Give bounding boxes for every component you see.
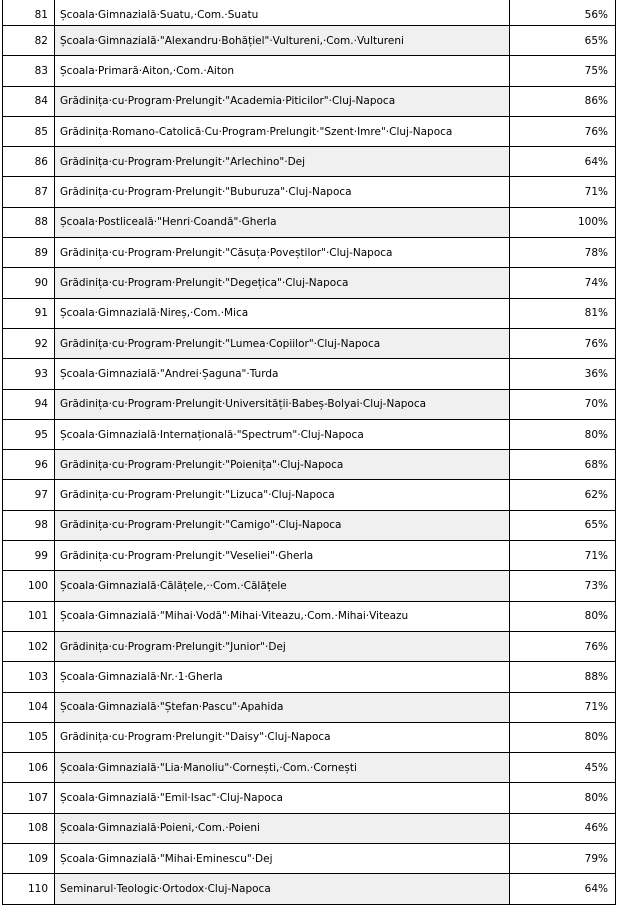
school-name: Școala·Gimnazială·"Alexandru·Bohățiel"·Vultureni,·Com.·Vultureni <box>55 26 510 56</box>
school-name: Școala·Gimnazială·"Emil·Isac"·Cluj-Napoca <box>55 783 510 813</box>
school-name: Grădinița·cu·Program·Prelungit·"Căsuța·Poveștilor"·Cluj-Napoca <box>55 238 510 268</box>
percentage-value: 71% <box>510 692 616 722</box>
percentage-value: 76% <box>510 116 616 146</box>
row-number: 95 <box>3 419 55 449</box>
row-number: 107 <box>3 783 55 813</box>
row-number: 87 <box>3 177 55 207</box>
row-number: 97 <box>3 480 55 510</box>
row-number: 89 <box>3 238 55 268</box>
school-name: Școala·Gimnazială·"Andrei·Șaguna"·Turda <box>55 359 510 389</box>
row-number: 105 <box>3 722 55 752</box>
percentage-value: 71% <box>510 541 616 571</box>
table-row <box>3 238 616 268</box>
school-name: Grădinița·cu·Program·Prelungit·"Poienița"·Cluj-Napoca <box>55 450 510 480</box>
school-name: Grădinița·cu·Program·Prelungit·"Lumea·Copiilor"·Cluj-Napoca <box>55 328 510 358</box>
school-name: Grădinița·Romano-Catolică·Cu·Program·Prelungit·"Szent·Imre"·Cluj-Napoca <box>55 116 510 146</box>
row-number: 83 <box>3 56 55 86</box>
percentage-value: 56% <box>510 0 616 26</box>
school-name: Școala·Gimnazială·Călățele,··Com.·Călățele <box>55 571 510 601</box>
table-row <box>3 389 616 419</box>
school-name: Școala·Gimnazială·Suatu,·Com.·Suatu <box>55 0 510 26</box>
row-number: 91 <box>3 298 55 328</box>
percentage-value: 68% <box>510 450 616 480</box>
table-row <box>3 571 616 601</box>
school-name: Școala·Gimnazială·"Mihai·Vodă"·Mihai·Viteazu,·Com.·Mihai·Viteazu <box>55 601 510 631</box>
table-row <box>3 359 616 389</box>
percentage-value: 75% <box>510 56 616 86</box>
row-number: 81 <box>3 0 55 26</box>
row-number: 94 <box>3 389 55 419</box>
percentage-value: 71% <box>510 177 616 207</box>
table-row <box>3 601 616 631</box>
row-number: 98 <box>3 510 55 540</box>
school-name: Seminarul·Teologic·Ortodox·Cluj-Napoca <box>55 874 510 904</box>
table-row <box>3 753 616 783</box>
percentage-value: 76% <box>510 631 616 661</box>
percentage-value: 65% <box>510 510 616 540</box>
percentage-value: 64% <box>510 874 616 904</box>
percentage-value: 62% <box>510 480 616 510</box>
row-number: 108 <box>3 813 55 843</box>
school-name: Grădinița·cu·Program·Prelungit·"Degețica"·Cluj-Napoca <box>55 268 510 298</box>
percentage-value: 73% <box>510 571 616 601</box>
table-row <box>3 722 616 752</box>
percentage-value: 80% <box>510 722 616 752</box>
percentage-value: 80% <box>510 419 616 449</box>
row-number: 86 <box>3 147 55 177</box>
table-row <box>3 56 616 86</box>
row-number: 101 <box>3 601 55 631</box>
row-number: 106 <box>3 753 55 783</box>
row-number: 84 <box>3 86 55 116</box>
table-row <box>3 86 616 116</box>
row-number: 103 <box>3 662 55 692</box>
table-row <box>3 328 616 358</box>
percentage-value: 65% <box>510 26 616 56</box>
school-name: Grădinița·cu·Program·Prelungit·"Academia·Piticilor"·Cluj-Napoca <box>55 86 510 116</box>
table-row <box>3 298 616 328</box>
percentage-value: 86% <box>510 86 616 116</box>
table-row <box>3 662 616 692</box>
table-row <box>3 541 616 571</box>
percentage-value: 36% <box>510 359 616 389</box>
table-row <box>3 692 616 722</box>
table-row <box>3 268 616 298</box>
table-row <box>3 419 616 449</box>
percentage-value: 100% <box>510 207 616 237</box>
schools-table <box>2 0 616 905</box>
row-number: 102 <box>3 631 55 661</box>
row-number: 93 <box>3 359 55 389</box>
row-number: 88 <box>3 207 55 237</box>
row-number: 82 <box>3 26 55 56</box>
schools-table-body <box>3 0 616 904</box>
row-number: 92 <box>3 328 55 358</box>
table-row <box>3 177 616 207</box>
table-row <box>3 874 616 904</box>
percentage-value: 45% <box>510 753 616 783</box>
school-name: Școala·Gimnazială·Nireș,·Com.·Mica <box>55 298 510 328</box>
percentage-value: 78% <box>510 238 616 268</box>
table-row <box>3 783 616 813</box>
row-number: 99 <box>3 541 55 571</box>
row-number: 100 <box>3 571 55 601</box>
school-name: Școala·Gimnazială·"Ștefan·Pascu"·Apahida <box>55 692 510 722</box>
table-row <box>3 813 616 843</box>
school-name: Școala·Gimnazială·Poieni,·Com.·Poieni <box>55 813 510 843</box>
school-name: Grădinița·cu·Program·Prelungit·"Junior"·Dej <box>55 631 510 661</box>
table-row <box>3 510 616 540</box>
school-name: Grădinița·cu·Program·Prelungit·"Veseliei"·Gherla <box>55 541 510 571</box>
school-name: Școala·Gimnazială·Nr.·1·Gherla <box>55 662 510 692</box>
table-row <box>3 844 616 874</box>
row-number: 85 <box>3 116 55 146</box>
table-row <box>3 26 616 56</box>
percentage-value: 64% <box>510 147 616 177</box>
percentage-value: 76% <box>510 328 616 358</box>
school-name: Școala·Gimnazială·"Lia·Manoliu"·Cornești,·Com.·Cornești <box>55 753 510 783</box>
row-number: 90 <box>3 268 55 298</box>
row-number: 109 <box>3 844 55 874</box>
school-name: Școala·Gimnazială·Internațională·"Spectrum"·Cluj-Napoca <box>55 419 510 449</box>
school-name: Școala·Primară·Aiton,·Com.·Aiton <box>55 56 510 86</box>
table-row <box>3 450 616 480</box>
row-number: 96 <box>3 450 55 480</box>
table-row <box>3 147 616 177</box>
percentage-value: 74% <box>510 268 616 298</box>
percentage-value: 70% <box>510 389 616 419</box>
percentage-value: 80% <box>510 783 616 813</box>
school-name: Grădinița·cu·Program·Prelungit·Universității·Babeș-Bolyai·Cluj-Napoca <box>55 389 510 419</box>
row-number: 104 <box>3 692 55 722</box>
school-name: Grădinița·cu·Program·Prelungit·"Arlechino"·Dej <box>55 147 510 177</box>
school-name: Grădinița·cu·Program·Prelungit·"Lizuca"·Cluj-Napoca <box>55 480 510 510</box>
school-name: Școala·Gimnazială·"Mihai·Eminescu"·Dej <box>55 844 510 874</box>
percentage-value: 79% <box>510 844 616 874</box>
school-name: Grădinița·cu·Program·Prelungit·"Daisy"·Cluj-Napoca <box>55 722 510 752</box>
school-name: Școala·Postliceală·"Henri·Coandă"·Gherla <box>55 207 510 237</box>
school-name: Grădinița·cu·Program·Prelungit·"Buburuza"·Cluj-Napoca <box>55 177 510 207</box>
table-row <box>3 116 616 146</box>
table-row <box>3 0 616 26</box>
school-name: Grădinița·cu·Program·Prelungit·"Camigo"·Cluj-Napoca <box>55 510 510 540</box>
row-number: 110 <box>3 874 55 904</box>
table-row <box>3 207 616 237</box>
table-row <box>3 631 616 661</box>
percentage-value: 88% <box>510 662 616 692</box>
percentage-value: 46% <box>510 813 616 843</box>
table-row <box>3 480 616 510</box>
percentage-value: 80% <box>510 601 616 631</box>
percentage-value: 81% <box>510 298 616 328</box>
